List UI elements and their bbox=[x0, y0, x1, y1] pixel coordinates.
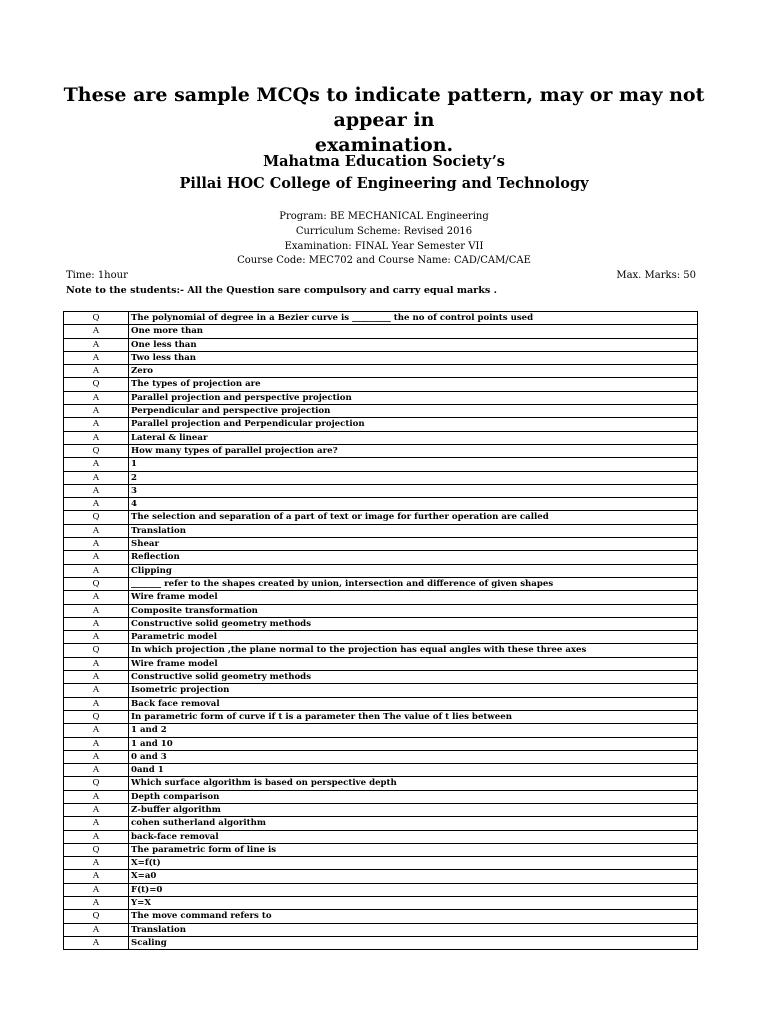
answer-text: Back face removal bbox=[129, 697, 698, 710]
answer-text: Reflection bbox=[129, 551, 698, 564]
question-text: The move command refers to bbox=[129, 910, 698, 923]
row-type-cell: A bbox=[64, 870, 129, 883]
answer-row bbox=[64, 617, 698, 630]
question-text: The types of projection are bbox=[129, 378, 698, 391]
answer-text: 0and 1 bbox=[129, 764, 698, 777]
max-marks-label: Max. Marks: 50 bbox=[616, 270, 696, 281]
answer-row bbox=[64, 870, 698, 883]
answer-row bbox=[64, 551, 698, 564]
exam-meta bbox=[66, 269, 696, 298]
scheme-line: Curriculum Scheme: Revised 2016 bbox=[295, 225, 473, 237]
row-type-cell: A bbox=[64, 405, 129, 418]
question-text: The selection and separation of a part of text or image for further operation are called bbox=[129, 511, 698, 524]
answer-row bbox=[64, 325, 698, 338]
row-type-cell: A bbox=[64, 524, 129, 537]
row-type-cell: A bbox=[64, 418, 129, 431]
row-type-cell: A bbox=[64, 803, 129, 816]
answer-text: Clipping bbox=[129, 564, 698, 577]
row-type-cell: Q bbox=[64, 777, 129, 790]
answer-row bbox=[64, 897, 698, 910]
question-text: The parametric form of line is bbox=[129, 843, 698, 856]
answer-text: Parametric model bbox=[129, 631, 698, 644]
question-text: In which projection ,the plane normal to the projection has equal angles with these three axes bbox=[129, 644, 698, 657]
question-row bbox=[64, 511, 698, 524]
examination-line: Examination: FINAL Year Semester VII bbox=[284, 240, 484, 252]
mcq-table bbox=[63, 311, 698, 950]
answer-row bbox=[64, 458, 698, 471]
row-type-cell: A bbox=[64, 338, 129, 351]
row-type-cell: A bbox=[64, 431, 129, 444]
answer-row bbox=[64, 538, 698, 551]
notice-heading-line-2: examination. bbox=[314, 134, 454, 156]
row-type-cell: A bbox=[64, 737, 129, 750]
row-type-cell: A bbox=[64, 631, 129, 644]
question-row bbox=[64, 910, 698, 923]
row-type-cell: Q bbox=[64, 710, 129, 723]
answer-text: Y=X bbox=[129, 897, 698, 910]
question-row bbox=[64, 444, 698, 457]
answer-text: Lateral & linear bbox=[129, 431, 698, 444]
answer-text: Translation bbox=[129, 524, 698, 537]
question-row bbox=[64, 777, 698, 790]
answer-text: X=a0 bbox=[129, 870, 698, 883]
answer-row bbox=[64, 365, 698, 378]
answer-text: 1 and 10 bbox=[129, 737, 698, 750]
answer-text: Wire frame model bbox=[129, 591, 698, 604]
answer-row bbox=[64, 391, 698, 404]
answer-row bbox=[64, 817, 698, 830]
answer-text: Z-buffer algorithm bbox=[129, 803, 698, 816]
answer-row bbox=[64, 471, 698, 484]
row-type-cell: A bbox=[64, 684, 129, 697]
row-type-cell: A bbox=[64, 498, 129, 511]
row-type-cell: A bbox=[64, 484, 129, 497]
answer-row bbox=[64, 724, 698, 737]
row-type-cell: A bbox=[64, 365, 129, 378]
answer-text: 4 bbox=[129, 498, 698, 511]
row-type-cell: A bbox=[64, 564, 129, 577]
answer-text: 1 bbox=[129, 458, 698, 471]
notice-heading-line-1: These are sample MCQs to indicate pattern, may or may not appear in bbox=[63, 84, 705, 131]
answer-row bbox=[64, 697, 698, 710]
row-type-cell: A bbox=[64, 551, 129, 564]
student-note: Note to the students:- All the Question sare compulsory and carry equal marks . bbox=[66, 284, 497, 296]
row-type-cell: A bbox=[64, 883, 129, 896]
answer-row bbox=[64, 338, 698, 351]
answer-row bbox=[64, 803, 698, 816]
answer-row bbox=[64, 857, 698, 870]
time-marks-row bbox=[66, 269, 696, 284]
row-type-cell: A bbox=[64, 391, 129, 404]
answer-row bbox=[64, 631, 698, 644]
answer-row bbox=[64, 830, 698, 843]
answer-text: Constructive solid geometry methods bbox=[129, 617, 698, 630]
row-type-cell: A bbox=[64, 538, 129, 551]
answer-text: Parallel projection and Perpendicular projection bbox=[129, 418, 698, 431]
question-text: How many types of parallel projection are? bbox=[129, 444, 698, 457]
question-text: _______ refer to the shapes created by union, intersection and difference of given shapes bbox=[129, 577, 698, 590]
answer-row bbox=[64, 790, 698, 803]
answer-row bbox=[64, 883, 698, 896]
question-row bbox=[64, 378, 698, 391]
answer-text: F(t)=0 bbox=[129, 883, 698, 896]
row-type-cell: A bbox=[64, 923, 129, 936]
row-type-cell: Q bbox=[64, 577, 129, 590]
answer-text: Parallel projection and perspective projection bbox=[129, 391, 698, 404]
answer-text: 3 bbox=[129, 484, 698, 497]
row-type-cell: A bbox=[64, 897, 129, 910]
row-type-cell: Q bbox=[64, 444, 129, 457]
answer-row bbox=[64, 750, 698, 763]
row-type-cell: A bbox=[64, 764, 129, 777]
answer-text: Composite transformation bbox=[129, 604, 698, 617]
row-type-cell: A bbox=[64, 830, 129, 843]
row-type-cell: A bbox=[64, 936, 129, 949]
answer-text: Scaling bbox=[129, 936, 698, 949]
answer-text: 1 and 2 bbox=[129, 724, 698, 737]
time-label: Time: 1hour bbox=[66, 270, 128, 281]
row-type-cell: Q bbox=[64, 312, 129, 325]
row-type-cell: A bbox=[64, 857, 129, 870]
question-text: The polynomial of degree in a Bezier curve is _________ the no of control points used bbox=[129, 312, 698, 325]
answer-row bbox=[64, 591, 698, 604]
row-type-cell: A bbox=[64, 671, 129, 684]
answer-row bbox=[64, 936, 698, 949]
answer-row bbox=[64, 351, 698, 364]
answer-row bbox=[64, 564, 698, 577]
answer-text: Wire frame model bbox=[129, 657, 698, 670]
question-row bbox=[64, 577, 698, 590]
answer-row bbox=[64, 657, 698, 670]
answer-text: Zero bbox=[129, 365, 698, 378]
answer-text: 0 and 3 bbox=[129, 750, 698, 763]
answer-text: Shear bbox=[129, 538, 698, 551]
question-text: Which surface algorithm is based on perspective depth bbox=[129, 777, 698, 790]
course-line: Course Code: MEC702 and Course Name: CAD/CAM/CAE bbox=[237, 255, 531, 267]
row-type-cell: A bbox=[64, 817, 129, 830]
institution-header bbox=[60, 151, 708, 195]
row-type-cell: A bbox=[64, 617, 129, 630]
course-info bbox=[60, 210, 708, 269]
answer-row bbox=[64, 737, 698, 750]
answer-text: back-face removal bbox=[129, 830, 698, 843]
row-type-cell: A bbox=[64, 790, 129, 803]
answer-text: cohen sutherland algorithm bbox=[129, 817, 698, 830]
answer-text: One more than bbox=[129, 325, 698, 338]
answer-row bbox=[64, 484, 698, 497]
row-type-cell: A bbox=[64, 591, 129, 604]
row-type-cell: A bbox=[64, 325, 129, 338]
row-type-cell: Q bbox=[64, 378, 129, 391]
answer-text: Perpendicular and perspective projection bbox=[129, 405, 698, 418]
answer-row bbox=[64, 671, 698, 684]
row-type-cell: A bbox=[64, 351, 129, 364]
answer-text: Depth comparison bbox=[129, 790, 698, 803]
answer-row bbox=[64, 524, 698, 537]
row-type-cell: Q bbox=[64, 511, 129, 524]
row-type-cell: A bbox=[64, 697, 129, 710]
answer-row bbox=[64, 498, 698, 511]
row-type-cell: A bbox=[64, 724, 129, 737]
answer-row bbox=[64, 405, 698, 418]
society-name: Mahatma Education Society’s bbox=[263, 153, 505, 170]
answer-text: X=f(t) bbox=[129, 857, 698, 870]
row-type-cell: Q bbox=[64, 644, 129, 657]
row-type-cell: Q bbox=[64, 910, 129, 923]
row-type-cell: A bbox=[64, 657, 129, 670]
question-row bbox=[64, 644, 698, 657]
question-row bbox=[64, 710, 698, 723]
answer-row bbox=[64, 418, 698, 431]
row-type-cell: A bbox=[64, 471, 129, 484]
answer-text: Isometric projection bbox=[129, 684, 698, 697]
answer-row bbox=[64, 764, 698, 777]
answer-row bbox=[64, 923, 698, 936]
answer-text: Two less than bbox=[129, 351, 698, 364]
college-name: Pillai HOC College of Engineering and Technology bbox=[179, 175, 589, 192]
answer-row bbox=[64, 604, 698, 617]
answer-text: Constructive solid geometry methods bbox=[129, 671, 698, 684]
answer-text: One less than bbox=[129, 338, 698, 351]
row-type-cell: A bbox=[64, 458, 129, 471]
question-row bbox=[64, 843, 698, 856]
row-type-cell: A bbox=[64, 604, 129, 617]
answer-text: Translation bbox=[129, 923, 698, 936]
question-text: In parametric form of curve if t is a parameter then The value of t lies between bbox=[129, 710, 698, 723]
notice-heading bbox=[60, 83, 708, 158]
question-row bbox=[64, 312, 698, 325]
answer-text: 2 bbox=[129, 471, 698, 484]
row-type-cell: Q bbox=[64, 843, 129, 856]
answer-row bbox=[64, 684, 698, 697]
mcq-table-body bbox=[64, 312, 698, 950]
answer-row bbox=[64, 431, 698, 444]
program-line: Program: BE MECHANICAL Engineering bbox=[279, 211, 489, 222]
row-type-cell: A bbox=[64, 750, 129, 763]
